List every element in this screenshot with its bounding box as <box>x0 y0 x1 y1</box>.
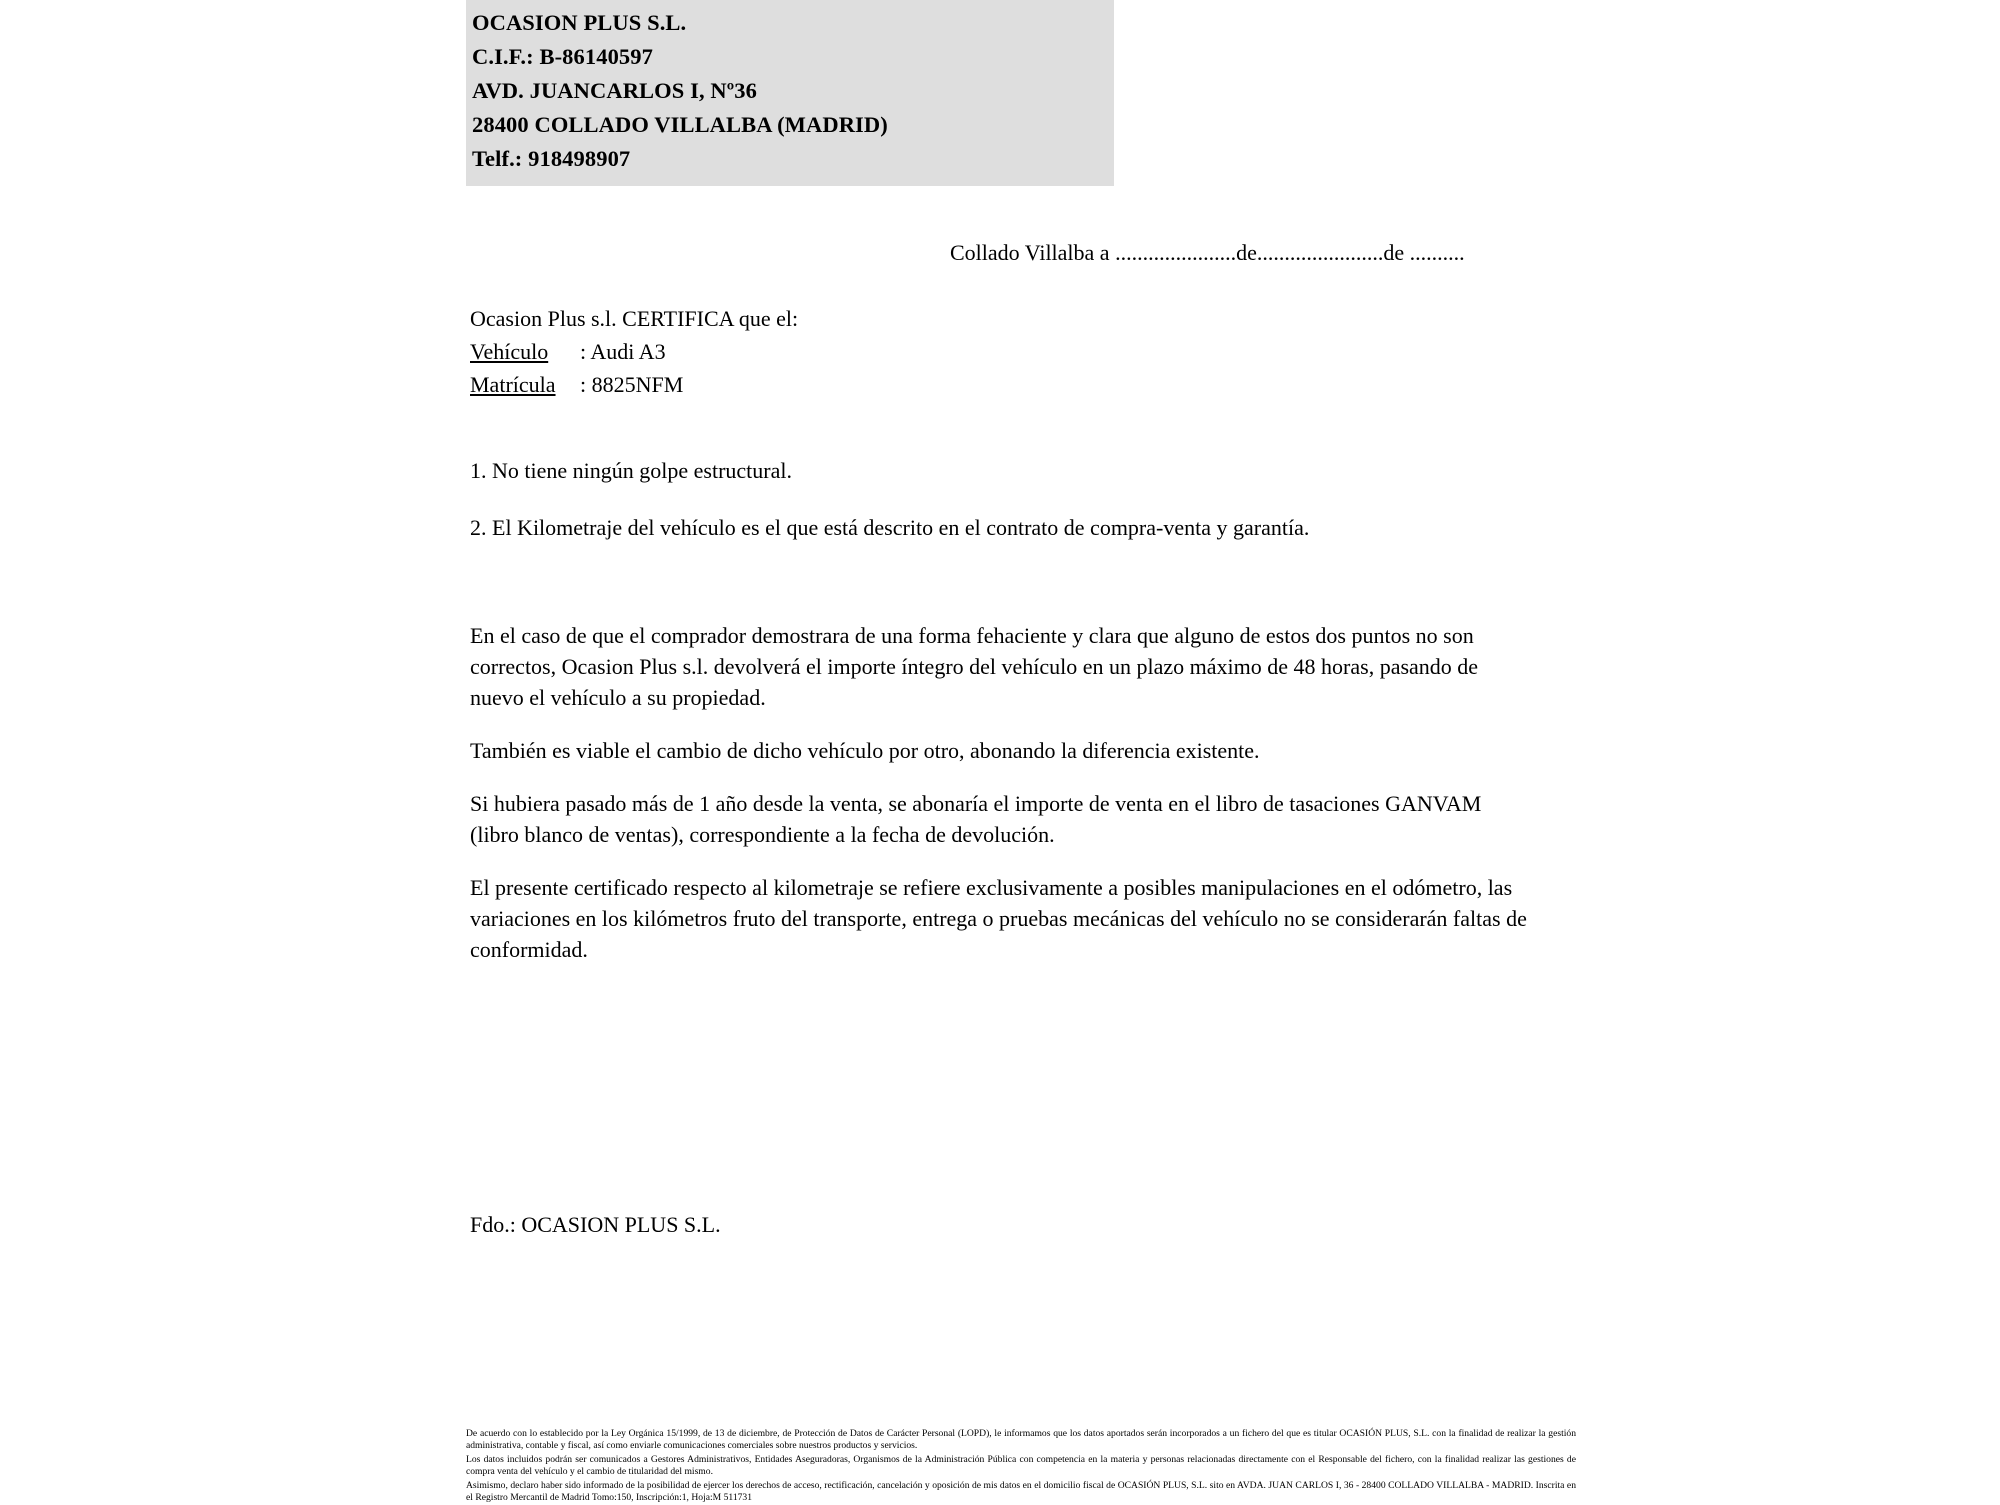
vehicle-value: : Audi A3 <box>580 339 666 364</box>
company-phone: Telf.: 918498907 <box>472 146 631 171</box>
point-2: 2. El Kilometraje del vehículo es el que está descrito en el contrato de compra-venta y garantía. <box>470 515 1310 540</box>
place-date-line: Collado Villalba a ......................de.......................de .......... <box>950 240 1465 265</box>
plate-value: : 8825NFM <box>580 372 684 397</box>
point-1: 1. No tiene ningún golpe estructural. <box>470 458 792 483</box>
company-name: OCASION PLUS S.L. <box>472 10 687 35</box>
company-cif: C.I.F.: B-86140597 <box>472 44 653 69</box>
letterhead-block <box>466 0 1114 186</box>
company-address: AVD. JUANCARLOS I, Nº36 <box>472 78 757 103</box>
company-city: 28400 COLLADO VILLALBA (MADRID) <box>472 112 888 137</box>
points-list <box>470 454 1570 568</box>
paragraph-3: Si hubiera pasado más de 1 año desde la venta, se abonaría el importe de venta en el libro de tasaciones GANVAM (libro blanco de ventas), correspondiente a la fecha de devolución. <box>470 791 1482 847</box>
vehicle-label: Vehículo <box>470 339 549 364</box>
paragraph-4: El presente certificado respecto al kilometraje se refiere exclusivamente a posibles manipulaciones en el odómetro, las variaciones en los kilómetros fruto del transporte, entrega o pruebas mecánicas del vehículo no se considerarán faltas de conformidad. <box>470 875 1527 962</box>
plate-row <box>470 368 798 401</box>
signature-line: Fdo.: OCASION PLUS S.L. <box>470 1212 721 1237</box>
paragraph-1: En el caso de que el comprador demostrara de una forma fehaciente y clara que alguno de estos dos puntos no son correctos, Ocasion Plus s.l. devolverá el importe íntegro del vehículo en un plazo máximo de 48 horas, pasando de nuevo el vehículo a su propiedad. <box>470 623 1479 710</box>
paragraph-2: También es viable el cambio de dicho vehículo por otro, abonando la diferencia existente. <box>470 738 1260 763</box>
legal-line-3: Asimismo, declaro haber sido informado de la posibilidad de ejercer los derechos de acceso, rectificación, cancelación y oposición de mis datos en el domicilio fiscal de OCASIÓN PLUS, S.L. sito en AVDA. JUAN CARLOS I, 36 - 28400 COLLADO VILLALBA - MADRID. Inscrita en el Registro Mercantil de Madrid Tomo:150, Inscripción:1, Hoja:M 511731 <box>466 1480 1576 1504</box>
certification-intro: Ocasion Plus s.l. CERTIFICA que el: <box>470 306 799 331</box>
body-paragraphs <box>470 620 1535 987</box>
legal-footer <box>466 1428 1576 1505</box>
legal-line-1: De acuerdo con lo establecido por la Ley Orgánica 15/1999, de 13 de diciembre, de Protección de Datos de Carácter Personal (LOPD), le informamos que los datos aportados serán incorporados a un fichero del que es titular OCASIÓN PLUS, S.L. con la finalidad de realizar la gestión administrativa, contable y fiscal, así como enviarle comunicaciones comerciales sobre nuestros productos y servicios. <box>466 1428 1576 1452</box>
plate-label: Matrícula <box>470 372 556 397</box>
legal-line-2: Los datos incluidos podrán ser comunicados a Gestores Administrativos, Entidades Aseguradoras, Organismos de la Administración Pública con competencia en la materia y personas relacionadas directamente con el Responsable del fichero, con la finalidad realizar las gestiones de compra venta del vehículo y el cambio de titularidad del mismo. <box>466 1454 1576 1478</box>
certification-block <box>470 302 798 401</box>
vehicle-row <box>470 335 798 368</box>
